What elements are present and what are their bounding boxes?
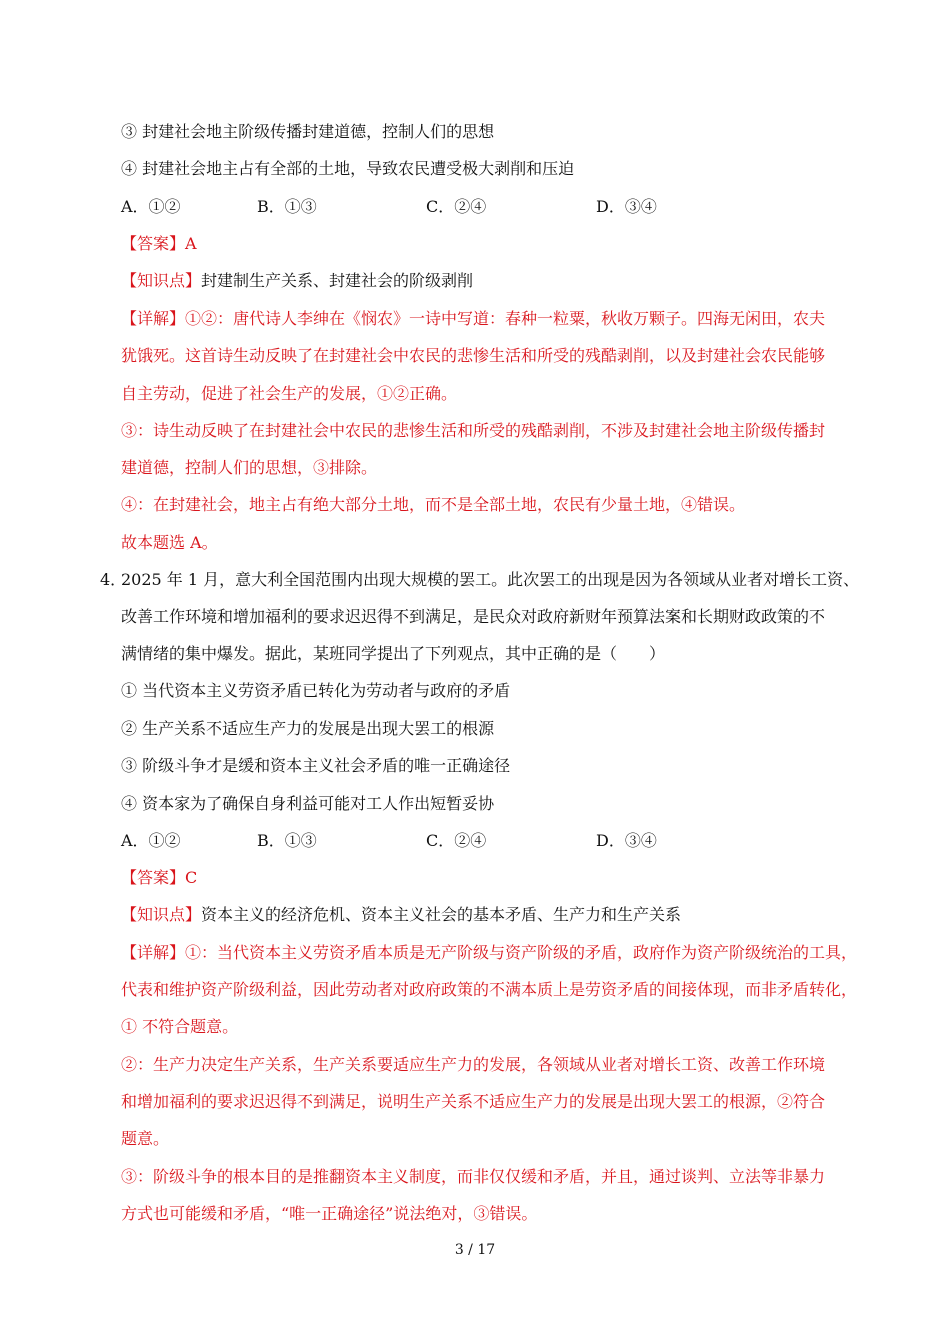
q4-statement-2: ② 生产关系不适应生产力的发展是出现大罢工的根源 — [121, 719, 495, 738]
q4-stem-line-3: 满情绪的集中爆发。据此，某班同学提出了下列观点，其中正确的是（ ） — [121, 644, 666, 663]
detail-text: ①：当代资本主义劳资矛盾本质是无产阶级与资产阶级的矛盾，政府作为资产阶级统治的工具， — [185, 943, 858, 962]
q4-detail-line-6: 题意。 — [121, 1129, 170, 1148]
q4-detail-line-2: 代表和维护资产阶级利益，因此劳动者对政府政策的不满本质上是劳资矛盾的间接体现，而非矛盾转化， — [121, 980, 858, 999]
q3-option-d: D．③④ — [596, 197, 657, 216]
q4-detail-line-1 — [121, 943, 857, 963]
knowledge-label: 【知识点】 — [121, 271, 202, 290]
answer-value: A — [185, 234, 197, 253]
answer-value: C — [185, 868, 198, 887]
q3-detail-line-3: 自主劳动，促进了社会生产的发展，①②正确。 — [121, 384, 458, 403]
q4-statement-4: ④ 资本家为了确保自身利益可能对工人作出短暂妥协 — [121, 794, 495, 813]
q3-detail-line-4: ③：诗生动反映了在封建社会中农民的悲惨生活和所受的残酷剥削，不涉及封建社会地主阶级传播封 — [121, 421, 826, 440]
q4-answer — [121, 868, 197, 888]
knowledge-value: 封建制生产关系、封建社会的阶级剥削 — [201, 271, 474, 290]
q3-detail-line-2: 犹饿死。这首诗生动反映了在封建社会中农民的悲惨生活和所受的残酷剥削，以及封建社会农民能够 — [121, 346, 826, 365]
q3-option-c: C．②④ — [426, 197, 487, 216]
q3-detail-line-5: 建道德，控制人们的思想，③排除。 — [121, 458, 378, 477]
q4-stem-line-1: 2025 年 1 月，意大利全国范围内出现大规模的罢工。此次罢工的出现是因为各领域从业者对增长工资、 — [121, 570, 860, 589]
detail-text: ①②：唐代诗人李绅在《悯农》一诗中写道：春种一粒粟，秋收万颗子。四海无闲田，农夫 — [185, 309, 826, 328]
detail-label: 【详解】 — [121, 309, 186, 328]
q3-option-b: B．①③ — [257, 197, 317, 216]
q4-detail-line-4: ②：生产力决定生产关系，生产关系要适应生产力的发展，各领域从业者对增长工资、改善工作环境 — [121, 1055, 826, 1074]
answer-label: 【答案】 — [121, 868, 186, 887]
q4-detail-line-8: 方式也可能缓和矛盾，“唯一正确途径”说法绝对，③错误。 — [121, 1204, 538, 1223]
q3-conclusion: 故本题选 A。 — [121, 533, 218, 552]
q4-number: 4． — [100, 570, 127, 589]
q4-statement-3: ③ 阶级斗争才是缓和资本主义社会矛盾的唯一正确途径 — [121, 756, 511, 775]
q3-answer — [121, 234, 197, 254]
q3-statement-4: ④ 封建社会地主占有全部的土地，导致农民遭受极大剥削和压迫 — [121, 159, 575, 178]
q3-statement-3: ③ 封建社会地主阶级传播封建道德，控制人们的思想 — [121, 122, 495, 141]
knowledge-label: 【知识点】 — [121, 905, 202, 924]
answer-label: 【答案】 — [121, 234, 186, 253]
q3-option-a: A．①② — [121, 197, 181, 216]
page-number: 3 / 17 — [454, 1242, 496, 1258]
q4-detail-line-5: 和增加福利的要求迟迟得不到满足，说明生产关系不适应生产力的发展是出现大罢工的根源，②符合 — [121, 1092, 826, 1111]
q4-detail-line-3: ① 不符合题意。 — [121, 1017, 239, 1036]
q4-knowledge — [121, 905, 681, 925]
q4-stem-line-2: 改善工作环境和增加福利的要求迟迟得不到满足，是民众对政府新财年预算法案和长期财政政策的不 — [121, 607, 826, 626]
q3-detail-line-6: ④：在封建社会，地主占有绝大部分土地，而不是全部土地，农民有少量土地，④错误。 — [121, 495, 746, 514]
q4-option-b: B．①③ — [257, 831, 317, 850]
q4-statement-1: ① 当代资本主义劳资矛盾已转化为劳动者与政府的矛盾 — [121, 681, 511, 700]
knowledge-value: 资本主义的经济危机、资本主义社会的基本矛盾、生产力和生产关系 — [201, 905, 682, 924]
detail-label: 【详解】 — [121, 943, 186, 962]
q4-option-a: A．①② — [121, 831, 181, 850]
q4-option-c: C．②④ — [426, 831, 487, 850]
q3-detail-line-1 — [121, 309, 825, 329]
q4-detail-line-7: ③：阶级斗争的根本目的是推翻资本主义制度，而非仅仅缓和矛盾，并且，通过谈判、立法等非暴力 — [121, 1167, 826, 1186]
q3-knowledge — [121, 271, 473, 291]
q4-option-d: D．③④ — [596, 831, 657, 850]
